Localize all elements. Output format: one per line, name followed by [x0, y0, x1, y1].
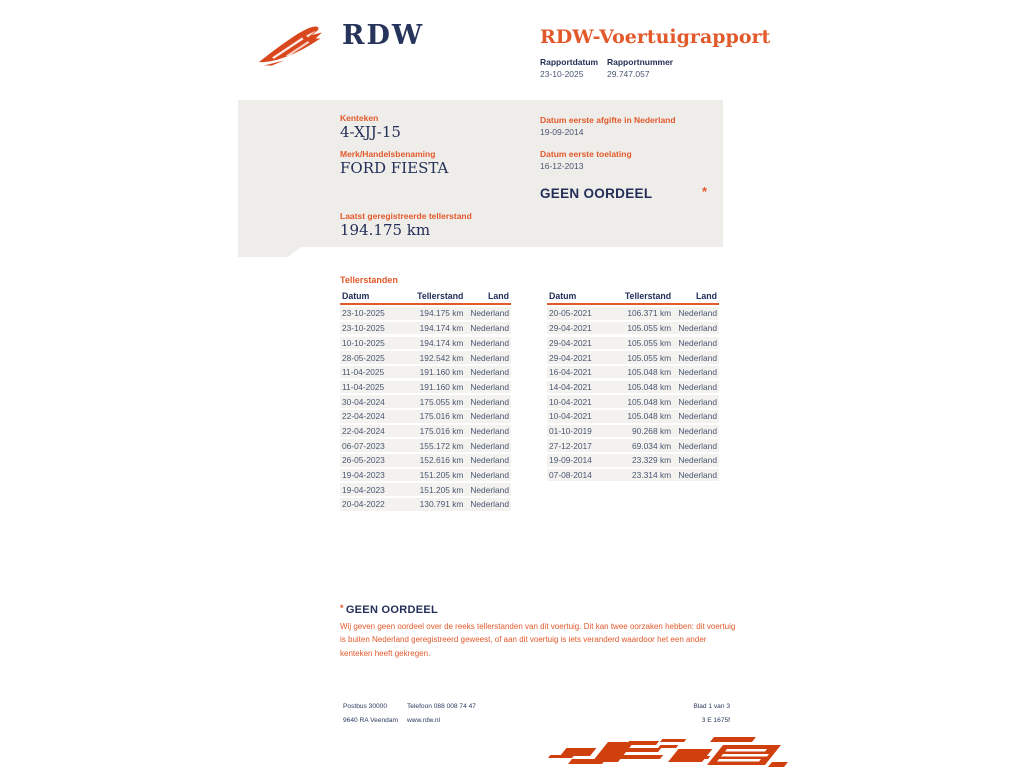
cell-land: Nederland: [470, 455, 509, 466]
footer-address-line1: Postbus 30000: [343, 703, 387, 710]
table-row: [547, 410, 719, 423]
cell-land: Nederland: [678, 367, 717, 378]
cell-land: Nederland: [470, 411, 509, 422]
cell-datum: 22-04-2024: [342, 411, 385, 422]
table-row: [547, 366, 719, 379]
cell-datum: 10-04-2021: [549, 396, 592, 407]
rdw-logo-text: RDW: [342, 20, 425, 51]
cell-datum: 22-04-2024: [342, 425, 385, 436]
toelating-value: 16-12-2013: [540, 161, 584, 171]
cell-tellerstand: 90.268 km: [632, 425, 672, 436]
footer-contact: [407, 700, 476, 728]
kenteken-value: 4-XJJ-15: [340, 123, 401, 141]
oordeel-status: GEEN OORDEEL: [540, 186, 653, 201]
table-row: [340, 351, 511, 364]
table-row: [340, 469, 511, 482]
cell-datum: 20-04-2022: [342, 499, 385, 510]
kenteken-label: Kenteken: [340, 113, 379, 123]
cell-tellerstand: 105.048 km: [627, 396, 672, 407]
tellerstanden-title: Tellerstanden: [340, 275, 398, 285]
oordeel-asterisk: *: [702, 184, 708, 199]
cell-datum: 07-08-2014: [549, 470, 592, 480]
cell-datum: 20-05-2021: [549, 308, 592, 319]
table-row: [340, 366, 511, 379]
table-row: [547, 469, 719, 482]
footer-website: www.rdw.nl: [407, 717, 440, 724]
cell-datum: 11-04-2025: [342, 381, 385, 392]
cell-land: Nederland: [678, 308, 717, 319]
tellerstanden-table-left: [340, 290, 511, 511]
cell-datum: 06-07-2023: [342, 440, 385, 451]
cell-land: Nederland: [678, 381, 717, 392]
rdw-logo: [256, 22, 456, 74]
cell-tellerstand: 105.048 km: [627, 367, 672, 378]
report-number-label: Rapportnummer: [607, 57, 674, 67]
cell-land: Nederland: [470, 470, 509, 480]
footnote-title: GEEN OORDEEL: [345, 604, 439, 616]
afgifte-value: 19-09-2014: [540, 127, 584, 137]
cell-tellerstand: 175.016 km: [419, 411, 464, 422]
cell-land: Nederland: [678, 455, 717, 466]
table-header: [547, 290, 719, 305]
cell-land: Nederland: [678, 470, 717, 480]
cell-land: Nederland: [470, 499, 509, 510]
cell-datum: 19-04-2023: [342, 484, 385, 495]
cell-datum: 10-10-2025: [342, 337, 385, 348]
table-header: [340, 290, 511, 305]
table-row: [340, 454, 511, 467]
footnote-text: Wij geven geen oordeel over de reeks tellerstanden van dit voertuig. Dit kan twee oorzaken hebben: dit voertuig is buiten Nederland geregistreerd geweest, of aan dit voertuig is iets veranderd waardoor het een ander kenteken heeft gekregen.: [340, 622, 736, 658]
table-row: [547, 439, 719, 452]
col-header-tellerstand: Tellerstand: [624, 290, 672, 301]
cell-datum: 10-04-2021: [549, 411, 592, 422]
table-row: [340, 322, 511, 335]
table-body: [547, 307, 719, 481]
table-row: [547, 395, 719, 408]
cell-land: Nederland: [470, 381, 509, 392]
rdw-bird-icon: [256, 22, 336, 70]
cell-datum: 11-04-2025: [342, 367, 385, 378]
cell-land: Nederland: [678, 440, 717, 451]
document-title: RDW-Voertuigrapport: [540, 26, 771, 48]
laatste-tellerstand-label: Laatst geregistreerde tellerstand: [340, 211, 472, 221]
cell-land: Nederland: [678, 337, 717, 348]
report-number-value: 29.747.057: [607, 69, 650, 79]
cell-land: Nederland: [470, 337, 509, 348]
cell-datum: 26-05-2023: [342, 455, 385, 466]
table-row: [340, 439, 511, 452]
table-row: [340, 337, 511, 350]
cell-datum: 29-04-2021: [549, 352, 592, 363]
col-header-tellerstand: Tellerstand: [417, 290, 464, 301]
cell-land: Nederland: [470, 323, 509, 334]
cell-tellerstand: 155.172 km: [419, 440, 464, 451]
cell-land: Nederland: [470, 425, 509, 436]
cell-datum: 29-04-2021: [549, 323, 592, 334]
footer-page-number: Blad 1 van 3: [693, 703, 730, 710]
table-row: [547, 351, 719, 364]
cell-datum: 16-04-2021: [549, 367, 592, 378]
cell-tellerstand: 105.048 km: [627, 411, 672, 422]
cell-tellerstand: 151.205 km: [419, 470, 464, 480]
tellerstanden-table-right: [547, 290, 719, 481]
cell-tellerstand: 194.174 km: [419, 323, 464, 334]
table-row: [340, 381, 511, 394]
col-header-land: Land: [487, 290, 509, 301]
cell-land: Nederland: [678, 352, 717, 363]
cell-tellerstand: 175.016 km: [419, 425, 464, 436]
cell-datum: 30-04-2024: [342, 396, 385, 407]
footer-form-code: 3 E 1675f: [701, 717, 730, 724]
toelating-label: Datum eerste toelating: [540, 149, 632, 159]
cell-datum: 19-09-2014: [549, 455, 592, 466]
table-row: [547, 322, 719, 335]
table-body: [340, 307, 511, 510]
cell-tellerstand: 194.174 km: [419, 337, 464, 348]
col-header-datum: Datum: [549, 290, 577, 301]
cell-tellerstand: 151.205 km: [419, 484, 464, 495]
table-row: [547, 307, 719, 320]
cell-land: Nederland: [470, 484, 509, 495]
cell-land: Nederland: [470, 367, 509, 378]
cell-tellerstand: 192.542 km: [419, 352, 464, 363]
afgifte-label: Datum eerste afgifte in Nederland: [540, 115, 676, 125]
table-row: [547, 337, 719, 350]
cell-land: Nederland: [678, 323, 717, 334]
table-row: [340, 425, 511, 438]
cell-land: Nederland: [678, 411, 717, 422]
cell-tellerstand: 105.048 km: [627, 381, 672, 392]
cell-datum: 19-04-2023: [342, 470, 385, 480]
col-header-datum: Datum: [342, 290, 370, 301]
footer-address-line2: 9640 RA Veendam: [343, 717, 398, 724]
footnote-asterisk: *: [340, 603, 344, 613]
table-row: [340, 410, 511, 423]
col-header-land: Land: [695, 290, 717, 301]
cell-land: Nederland: [470, 396, 509, 407]
table-row: [547, 425, 719, 438]
table-row: [547, 381, 719, 394]
cell-tellerstand: 130.791 km: [419, 499, 464, 510]
cell-tellerstand: 194.175 km: [419, 308, 464, 319]
merk-label: Merk/Handelsbenaming: [340, 149, 436, 159]
cell-tellerstand: 191.160 km: [419, 381, 464, 392]
footer-address: [343, 700, 398, 728]
table-row: [340, 395, 511, 408]
cell-tellerstand: 105.055 km: [627, 337, 672, 348]
footnote-heading: [340, 603, 438, 616]
cell-datum: 14-04-2021: [549, 381, 592, 392]
cell-datum: 27-12-2017: [549, 440, 592, 451]
cell-datum: 23-10-2025: [342, 308, 385, 319]
report-date-label: Rapportdatum: [540, 57, 599, 67]
cell-tellerstand: 175.055 km: [419, 396, 464, 407]
cell-land: Nederland: [470, 308, 509, 319]
cell-datum: 23-10-2025: [342, 323, 385, 334]
cell-datum: 29-04-2021: [549, 337, 592, 348]
cell-tellerstand: 105.055 km: [627, 323, 672, 334]
cell-land: Nederland: [470, 352, 509, 363]
rdw-stripes-graphic: [542, 736, 794, 768]
cell-land: Nederland: [470, 440, 509, 451]
merk-value: FORD FIESTA: [340, 159, 449, 177]
cell-tellerstand: 23.329 km: [632, 455, 672, 466]
footer-pageinfo: [630, 700, 730, 728]
table-row: [340, 498, 511, 511]
report-date-value: 23-10-2025: [540, 69, 584, 79]
cell-tellerstand: 23.314 km: [632, 470, 672, 480]
cell-tellerstand: 152.616 km: [419, 455, 464, 466]
table-row: [340, 307, 511, 320]
cell-tellerstand: 69.034 km: [632, 440, 672, 451]
cell-tellerstand: 191.160 km: [419, 367, 464, 378]
table-row: [547, 454, 719, 467]
cell-tellerstand: 105.055 km: [627, 352, 672, 363]
footer-phone: Telefoon 088 008 74 47: [407, 703, 476, 710]
laatste-tellerstand-value: 194.175 km: [340, 221, 431, 239]
table-row: [340, 483, 511, 496]
cell-land: Nederland: [678, 396, 717, 407]
vehicle-summary-box: [238, 100, 723, 247]
cell-datum: 28-05-2025: [342, 352, 385, 363]
cell-tellerstand: 106.371 km: [627, 308, 672, 319]
cell-datum: 01-10-2019: [549, 425, 592, 436]
cell-land: Nederland: [678, 425, 717, 436]
